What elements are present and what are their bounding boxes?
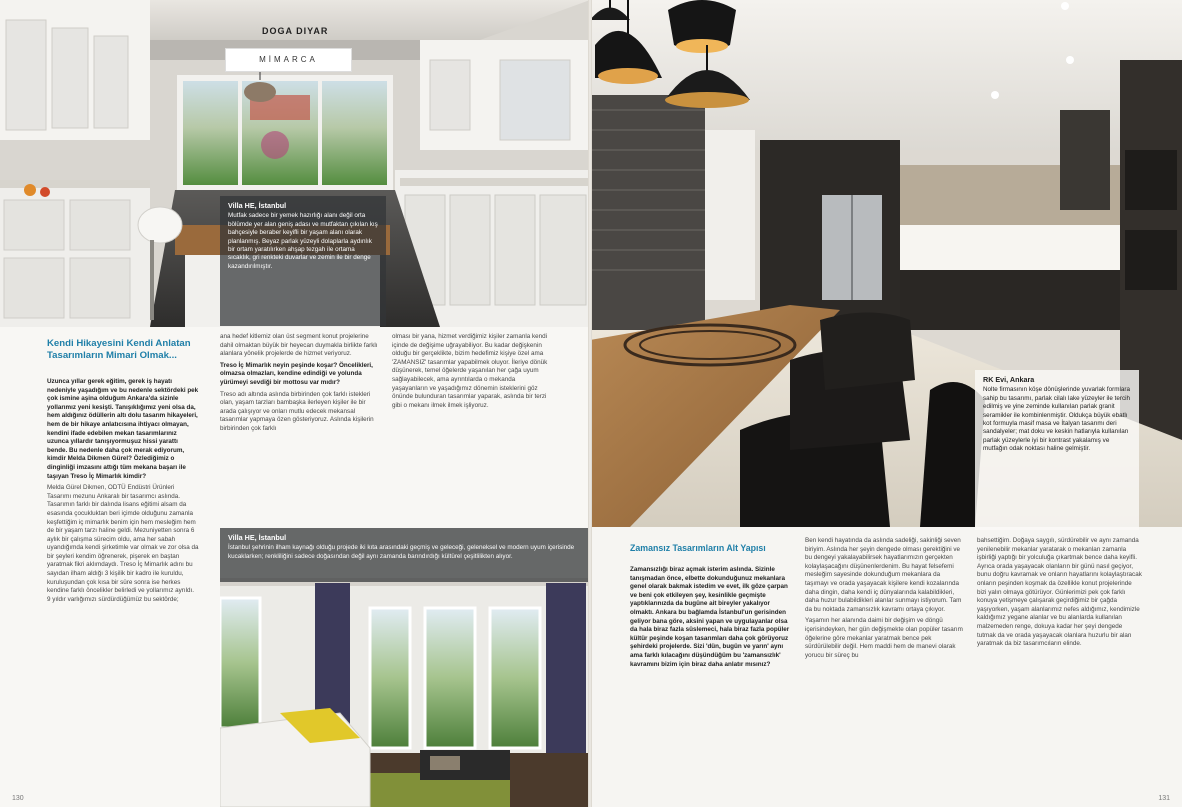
paragraph: Treso adı altında aslında birbirinden çok farklı istekleri olan, yaşam tarzları bambaşka ilerleyen kişiler ile bir arada çalışıyor ve onları mutlu edecek mekansal tasarımlar yapmaya özen gösteriyoruz. Aslında kişilerin birbirinden çok farklı [220, 390, 374, 432]
paragraph: Zamansızlığı biraz açmak isterim aslında. Sizinle tanışmadan önce, elbette dokunduğunuz mekanlara genel olarak bakmak istedim ve evet, ilk göze çarpan ve beni çok etkileyen şey, kesinlikle geçmişte yaptıklarınızda da bugüne ait bireyler yakalıyor olmaktı. Ankara bu bağlamda İstanbul'un gerisinden geliyor bana göre, aksini yapan ve uygulayanlar olsa da hala biraz fazla süslemeci, hala biraz fazla popüler kültür peşinde koşan tasarımları daha çok görüyoruz şehirdeki projelerde. Sizi 'dün, bugün ve yarın' aynı ama farklı kılacağını düşündüğüm bu 'zamansızlık' kavramını bizim için biraz daha anlatır mısınız? [630, 566, 790, 668]
paragraph: Uzunca yıllar gerek eğitim, gerek iş hayatı nedeniyle yaşadığım ve bu nedenle sektördeki pek çok ismine aşina olduğum Ankara'da sizinle yollarımız yeni kesişti. Tanışıklığımız yeni olsa da, hem aldığınız ödüllerin altı dolu tasarım hikayeleri, hem de bir hikaye anlatıcısına ihtiyacı olmayan, kendini ifade edebilen mekan tasarımlarınız uzunca yıllardır tanışıyormuşuz hissi yarattı bende. Bu nedenle daha çok merak ediyorum, kimdir Melda Dikmen Gürel? Özlediğimiz o dinginliği imzasını attığı tüm mekana başarı ile taşıyan Treso İç Mimarlık kimdir? [47, 378, 199, 480]
right-article-heading: Zamansız Tasarımların Alt Yapısı [630, 543, 766, 553]
left-article-column-2 [220, 333, 380, 523]
caption-title: RK Evi, Ankara [983, 375, 1035, 384]
villa-living-caption [220, 528, 590, 582]
left-article-column-3 [392, 333, 552, 523]
paragraph: Yaşamın her alanında daimi bir değişim ve döngü içerisindeyken, her gün değişmekte olan popüler tasarım öğelerine göre mekanlar yaratmak bence pek sürdürülebilir değil. Hem maddi hem de manevi olarak yorucu bir süreç bu [805, 617, 963, 659]
right-article-column-3 [977, 537, 1142, 781]
rk-evi-caption [975, 370, 1139, 530]
left-article-column-1 [47, 378, 199, 773]
paragraph: ana hedef kitlemiz olan üst segment konut projelerine dahil olmaktan büyük bir heyecan duymakla birlikte farklı alanlara yönelik projelerde de hizmet veriyoruz. [220, 333, 378, 358]
caption-title: Villa HE, İstanbul [228, 201, 287, 210]
page-number-left: 130 [12, 795, 24, 802]
caption-text: Mutfak sadece bir yemek hazırlığı alanı değil orta bölümde yer alan geniş adası ve mutfaktan çıkılan kış bahçesiyle beraber keyifli bir yaşam alanı olarak planlanmış. Beyaz parlak yüzeyli dolaplarla aydınlık bir ortam yaratılırken ahşap tezgah ile ortama sıcaklık, gri renkteki duvarlar ve zemin ile bir denge kazandırılmıştır. [228, 212, 378, 270]
caption-title: Villa HE, İstanbul [228, 533, 287, 542]
paragraph: Treso İç Mimarlık neyin peşinde koşar? Öncelikleri, olmazsa olmazları, kendine edindiği ve yolunda yürümeyi sevdiği bir mottosu var mıdır? [220, 361, 373, 386]
caption-text: Nolte firmasının köşe dönüşlerinde yuvarlak formlara sahip bu tasarımı, parlak cilalı lake yüzeyler ile tercih edilmiş ve yine zeminde kullanılan parlak granit seramikler ile kombinlenmiştir. Oldukça büyük ebatlı kot formuyla masif masa ve İtalyan tasarımı deri sandalyeler; mat doku ve keskin hatlarıyla kullanılan parlak yüzeylerle iyi bir kontrast yakalamış ve mutfağın odak noktası haline gelmiştir. [983, 386, 1130, 453]
villa-kitchen-caption [220, 196, 386, 326]
left-article-heading: Kendi Hikayesini Kendi Anlatan Tasarımların Mimari Olmak... [47, 338, 191, 361]
paragraph: Ben kendi hayatında da aslında sadeliği, sakinliği seven biriyim. Aslında her şeyin dengede olması gerektiğini ve bu dengeyi yakalayabilirsek hayatlarımızın gerçekten kolaylaşacağını düşünenlerdenim. Bu hayat felsefemi mesleğim sayesinde dokunduğum mekanlara da taşımayı ve orada yaşayacak kişilere kendi kozalarında daha dingin, daha kendi iç dünyalarında kalabildikleri, daha huzur bulabildikleri alanlar sunmayı istiyorum. Tam da bu noktada zamansızlık kavramı ortaya çıkıyor. [805, 537, 962, 613]
caption-text: İstanbul şehrinin ilham kaynağı olduğu projede iki kıta arasındaki geçmiş ve geleceği, geleneksel ve modern uyum içerisinde kucaklarken; renkliliğini sadece doğasından değil aynı zamanda barındırdığı kültürel çeşitlilikten alıyor. [228, 544, 575, 560]
right-article-column-1 [630, 566, 794, 781]
spine-gutter [588, 0, 592, 807]
paragraph: bahsettiğim. Doğaya saygılı, sürdürebilir ve aynı zamanda yenilenebilir mekanlar yaratarak o mekanları zamanla işbirliği yaptığı bir yolculuğa çıkartmak bence daha keyifli. Ayrıca orada yaşayacak olanların bir günü nasıl geçiyor, bunu doğru kavramak ve onların hayatlarını kolaylaştıracak onların peşinden koşmak da özellikle konut projelerinde bizi yalın olmaya götürüyor. Günlerimizi pek çok farklı konuya yetişmeye çalışarak geçirdiğimiz bir çağda yaşıyorken, yaşam alanlarımız nefes aldığımız, kendimizle kaldığımız yegane alanlar ve bu alanlarda kullanılan malzemeden renge, dokuya kadar her şeyi dengede tutmak da ve orada yaşayacak olanlara huzurlu bir alan yaratmak da biz tasarımcıların elinde. [977, 537, 1142, 648]
brand-logo-text: DOGA DIYAR [262, 26, 329, 36]
page-number-right: 131 [1158, 795, 1170, 802]
section-label: MİMARCA [225, 48, 352, 72]
paragraph: Melda Gürel Dikmen, ODTÜ Endüstri Ürünleri Tasarımı mezunu Ankaralı bir tasarımcı aslında. Tasarımın farklı bir dalında lisans eğitimi alsam da esasında çocukluktan beri içimde olduğunu zamanla keşfettiğim iç mimarlık benim için hem mesleğim hem de bir yaşam tarzı haline geldi. Mezuniyetten sonra 6 aylık bir çalışma sürecim oldu, ama her sabah uyandığımda kendi şirketimle var olmak ve zor olsa da bir şeyleri kendim öğrenerek, pişerek en baştan yaratmak fikri aklımdaydı. Treso İç Mimarlık adını bu sayıdan ilham aldığı 3 kişilik bir kadro ile kuruldu, kuruluşundan çok kısa bir süre sonra ise herkes kendine farklı öncelikler belirledi ve yollarımız ayrıldı. 9 yıldır varlığımızı sürdürdüğümüz bu sektörde; [47, 484, 199, 603]
left-page [0, 0, 590, 807]
paragraph: olması bir yana, hizmet verdiğimiz kişiler zamanla kendi içinde de değişime uğrayabiliyor. Bu kadar değişkenin olduğu bir gerçeklikte, bizim hedefimiz kişiye özel ama 'ZAMANSIZ' tasarımlar yapabilmek oluyor. İleriye dönük düşünerek, temel öğelerde yaşanılan her çağa uyum sağlayabilecek, ama ayrıntılarda o mekanda yaşayanların ve yaşadığımız dönemin isteklerini göz önünde bulunduran tasarımlar yaparak, aslında bir terzi gibi o mekanı ilmek ilmek işliyoruz. [392, 333, 548, 409]
right-page [590, 0, 1182, 807]
right-article-column-2 [805, 537, 965, 781]
